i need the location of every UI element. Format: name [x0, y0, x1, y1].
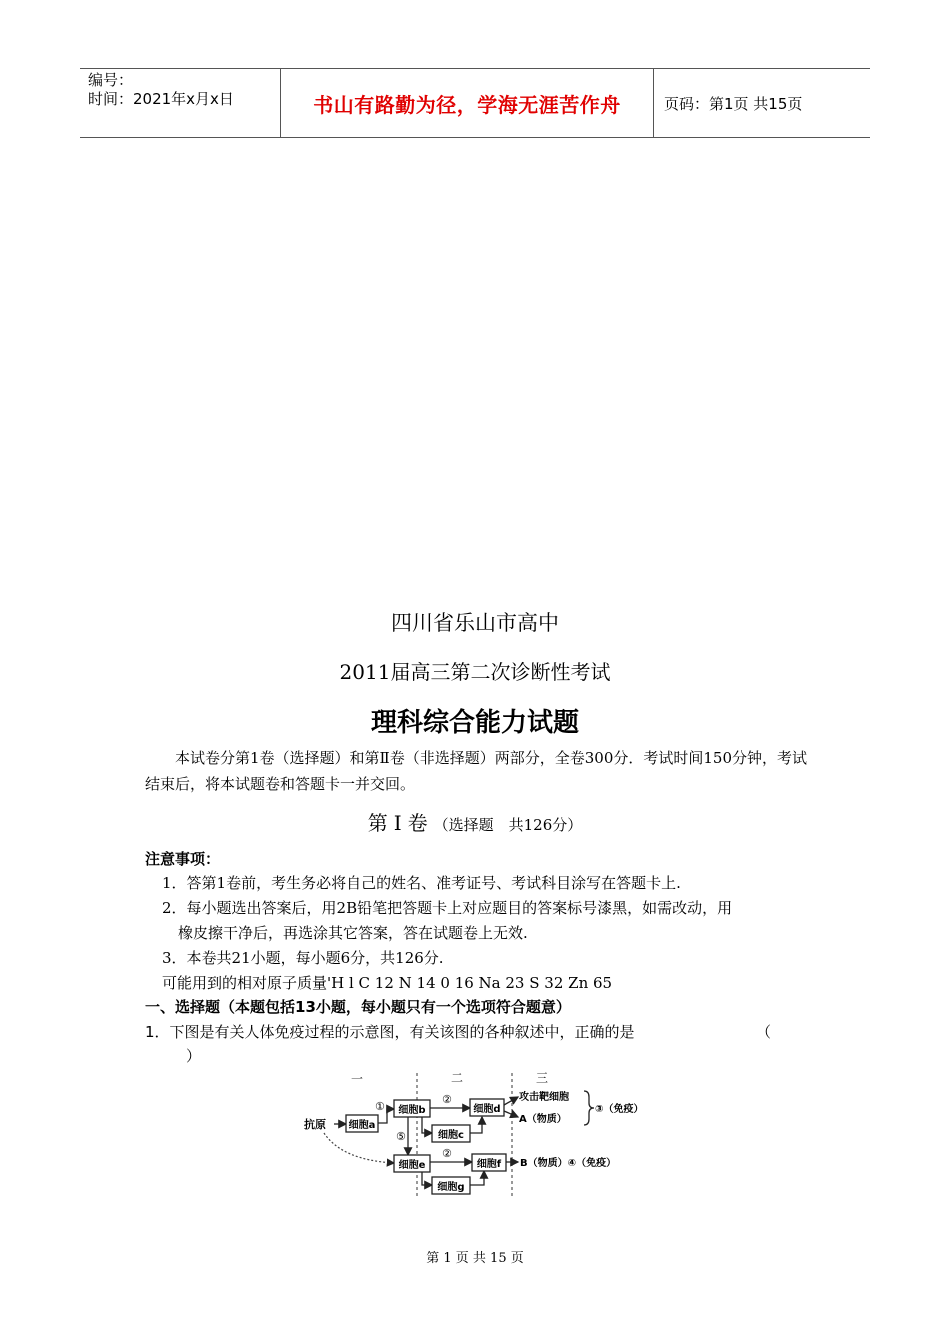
question-1-paren-close: ）: [186, 1047, 202, 1065]
arrow-b-c: [422, 1117, 432, 1133]
column-label-2: 二: [450, 1071, 464, 1085]
number-label: 编号：: [88, 71, 134, 89]
step-2b-label: ②: [442, 1147, 452, 1160]
intro-paragraph: 本试卷分第1卷（选择题）和第Ⅱ卷（非选择题）两部分，全卷300分．考试时间150分钟，考试结束后，将本试题卷和答题卡一并交回。: [145, 749, 808, 793]
arrow-c-d: [470, 1117, 482, 1133]
page-footer: 第 1 页 共 15 页: [426, 1251, 524, 1266]
cell-c-label: 细胞c: [438, 1130, 464, 1141]
step-2-label: ②: [442, 1093, 452, 1106]
substance-a-label: A（物质）: [519, 1114, 567, 1125]
step-5-label: ⑤: [396, 1130, 406, 1143]
notes-heading: 注意事项：: [145, 850, 221, 868]
section-small: （选择题 共126分）: [433, 816, 583, 834]
immune-process-diagram: [302, 1065, 652, 1200]
part1-heading: 一、选择题（本题包括13小题，每小题只有一个选项符合题意）: [145, 998, 571, 1016]
immune-3-label: ③（免疫）: [595, 1104, 644, 1115]
cell-f-label: 细胞f: [476, 1159, 502, 1170]
substance-b-label: B（物质）④（免疫）: [520, 1158, 617, 1169]
note-item-2b: 橡皮擦干净后，再选涂其它答案，答在试题卷上无效.: [178, 924, 528, 942]
brace-icon: [584, 1091, 594, 1125]
motto: 书山有路勤为径，学海无涯苦作舟: [313, 92, 621, 117]
cell-d-label: 细胞d: [473, 1104, 501, 1115]
arrow-d-attack: [504, 1097, 518, 1105]
exam-name: 2011届高三第二次诊断性考试: [339, 660, 611, 684]
section-big: 第Ⅰ卷: [367, 811, 434, 835]
section-heading: [0, 807, 950, 836]
antigen-label: 抗原: [304, 1118, 326, 1131]
header-motto-cell: [281, 69, 654, 137]
note-item-1: 1．答第1卷前，考生务必将自己的姓名、准考证号、考试科目涂写在答题卡上.: [162, 874, 681, 892]
note-item-2a: 2．每小题选出答案后，用2B铅笔把答题卡上对应题目的答案标号漆黑，如需改动，用: [162, 899, 733, 917]
attack-target-label: 攻击靶细胞: [519, 1092, 569, 1103]
document-header: [80, 68, 870, 138]
column-label-3: 三: [535, 1071, 549, 1085]
question-1-text: 1．下图是有关人体免疫过程的示意图，有关该图的各种叙述中，正确的是: [145, 1023, 635, 1041]
cell-a-label: 细胞a: [348, 1120, 376, 1131]
note-item-3: 3．本卷共21小题，每小题6分，共126分.: [162, 949, 444, 967]
atomic-mass-line: 可能用到的相对原子质量'H l C 12 N 14 0 16 Na 23 S 32 Zn 65: [162, 974, 613, 992]
cell-e-label: 细胞e: [398, 1160, 426, 1171]
cell-b-label: 细胞b: [398, 1105, 426, 1116]
cell-g-label: 细胞g: [437, 1182, 465, 1193]
exam-title: 理科综合能力试题: [370, 708, 579, 738]
header-page-info: 页码：第1页 共15页: [664, 94, 803, 113]
header-meta: [80, 69, 281, 137]
arrow-d-a: [504, 1111, 518, 1117]
step-1-label: ①: [375, 1100, 385, 1113]
exam-school: 四川省乐山市高中: [391, 611, 559, 635]
arrow-g-f: [470, 1171, 484, 1185]
question-1-paren-open: （: [756, 1023, 772, 1041]
arrow-antigen-e: [324, 1133, 394, 1163]
arrow-e-g: [422, 1172, 432, 1185]
column-label-1: 一: [350, 1072, 364, 1086]
time-label: 时间：2021年x月x日: [88, 90, 234, 108]
